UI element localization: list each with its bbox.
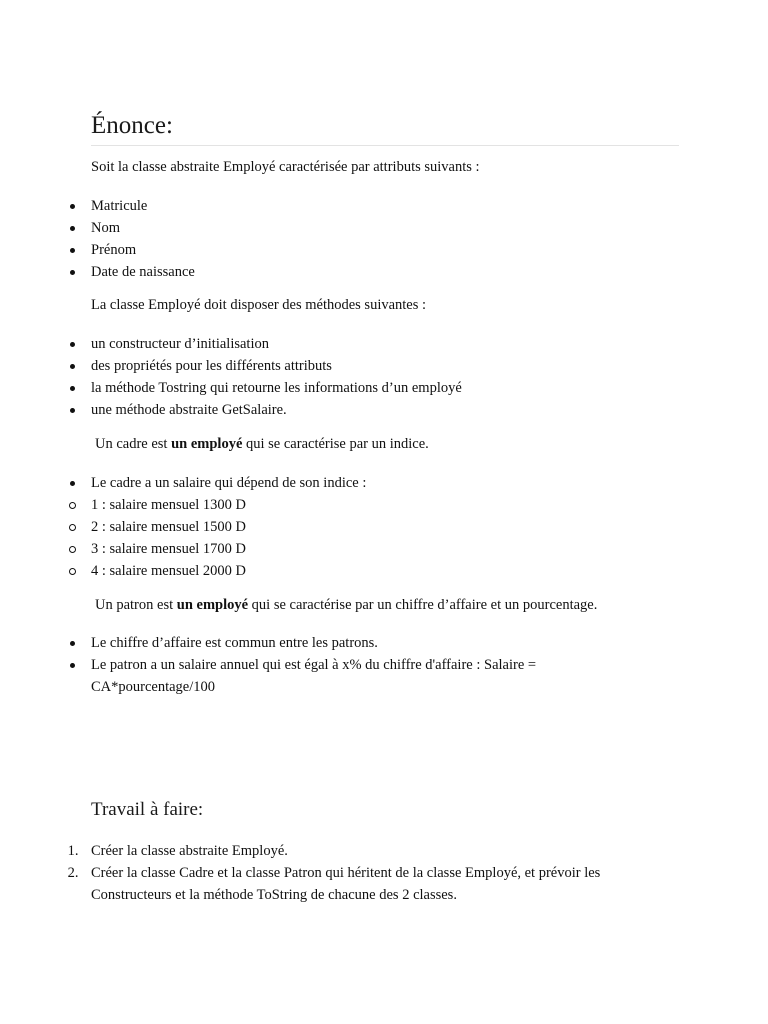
attribute-label: Nom [91, 220, 120, 236]
patron-text-bold: un employé [176, 597, 249, 613]
list-item [0, 472, 366, 494]
list-item [0, 516, 366, 538]
list-item [0, 195, 195, 217]
attribute-label: Prénom [91, 242, 137, 258]
list-item [0, 355, 462, 377]
patron-text-after: qui se caractérise par un chiffre d’affaire et un pourcentage. [248, 597, 598, 613]
method-label: une méthode abstraite GetSalaire. [91, 402, 287, 418]
cadre-text-before: Un cadre est [95, 436, 172, 452]
list-item [0, 494, 366, 516]
salary-label: 4 : salaire mensuel 2000 D [91, 563, 247, 579]
list-item [0, 862, 639, 906]
cadre-text-bold: un employé [171, 436, 243, 452]
attribute-label: Date de naissance [91, 264, 195, 280]
list-item [0, 560, 366, 582]
attribute-label: Matricule [91, 198, 148, 214]
task-label: Créer la classe Cadre et la classe Patron qui héritent de la classe Employé, et prévoir les Constructeurs et la méthode ToString de chacune des 2 classes. [91, 865, 601, 903]
heading-divider [91, 145, 679, 146]
cadre-paragraph [95, 435, 429, 453]
patron-rule-label: Le patron a un salaire annuel qui est égal à x% du chiffre d'affaire : Salaire = CA*pourcentage/100 [91, 657, 537, 695]
patron-paragraph [95, 596, 597, 614]
patron-rule-label: Le chiffre d’affaire est commun entre les patrons. [91, 635, 378, 651]
list-item [0, 261, 195, 283]
list-item [0, 632, 579, 654]
travail-heading: Travail à faire: [91, 799, 204, 820]
list-item [0, 840, 639, 862]
method-label: des propriétés pour les différents attributs [91, 358, 332, 374]
list-item [0, 333, 462, 355]
task-number: 2. [67, 865, 79, 881]
patron-text-before: Un patron est [95, 597, 177, 613]
task-number: 1. [67, 843, 79, 859]
list-item [0, 399, 462, 421]
list-item [0, 377, 462, 399]
method-label: un constructeur d’initialisation [91, 336, 269, 352]
cadre-salary-list [0, 472, 366, 582]
method-label: la méthode Tostring qui retourne les informations d’un employé [91, 380, 462, 396]
intro-paragraph: Soit la classe abstraite Employé caractérisée par attributs suivants : [91, 159, 480, 175]
salary-label: 1 : salaire mensuel 1300 D [91, 497, 247, 513]
cadre-salary-intro: Le cadre a un salaire qui dépend de son indice : [91, 475, 367, 491]
attributes-list [0, 195, 195, 283]
salary-label: 2 : salaire mensuel 1500 D [91, 519, 247, 535]
list-item [0, 217, 195, 239]
tasks-list [0, 840, 639, 906]
salary-label: 3 : salaire mensuel 1700 D [91, 541, 247, 557]
list-item [0, 538, 366, 560]
list-item [0, 239, 195, 261]
list-item [0, 654, 579, 698]
methods-intro-paragraph: La classe Employé doit disposer des méthodes suivantes : [91, 297, 427, 313]
task-label: Créer la classe abstraite Employé. [91, 843, 288, 859]
methods-list [0, 333, 462, 421]
enonce-heading: Énonce: [91, 112, 173, 139]
patron-rules-list [0, 632, 579, 698]
cadre-text-after: qui se caractérise par un indice. [242, 436, 429, 452]
